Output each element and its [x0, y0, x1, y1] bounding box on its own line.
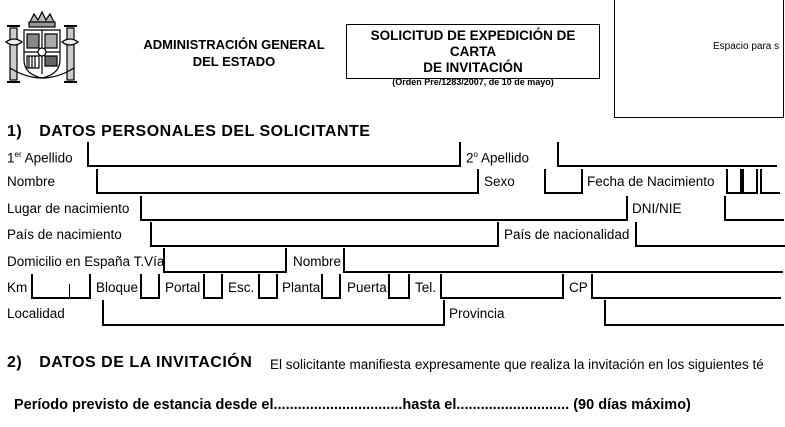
field-bloque[interactable] — [140, 274, 160, 299]
form-title-line-2: DE INVITACIÓN — [423, 60, 523, 75]
section-1-heading — [7, 123, 370, 141]
field-codigo-postal[interactable] — [591, 274, 781, 299]
label-apellido-2: 2$^o$ Apellido — [466, 150, 530, 166]
section-2-intro: El solicitante manifiesta expresamente que realiza la invitación en los siguientes té — [270, 357, 764, 372]
field-apellido-1[interactable] — [87, 142, 461, 167]
field-dni-nie[interactable] — [724, 196, 784, 221]
label-pais-nacionalidad: País de nacionalidad — [504, 227, 630, 242]
label-sexo: Sexo — [484, 174, 515, 189]
label-fecha-nacimiento: Fecha de Nacimiento — [587, 174, 715, 189]
label-planta: Planta — [282, 280, 321, 295]
field-apellido-2[interactable] — [557, 142, 777, 167]
field-lugar-nacimiento[interactable] — [140, 196, 628, 221]
authority-line-2: DEL ESTADO — [192, 54, 276, 69]
field-puerta[interactable] — [388, 274, 410, 299]
label-dni-nie: DNI/NIE — [632, 201, 682, 216]
label-portal: Portal — [165, 280, 201, 295]
section-1-number: 1) — [7, 123, 23, 140]
stay-period-line: Período previsto de estancia desde el................................hasta el............................ (90 días máximo) — [14, 397, 691, 413]
label-bloque: Bloque — [96, 280, 139, 295]
field-telefono[interactable] — [440, 274, 564, 299]
field-nombre[interactable] — [96, 169, 479, 194]
section-2-heading — [7, 354, 252, 372]
label-provincia: Provincia — [449, 306, 505, 321]
coat-of-arms-logo — [4, 8, 80, 92]
field-localidad[interactable] — [102, 300, 445, 326]
label-lugar-nacimiento: Lugar de nacimiento — [7, 201, 130, 216]
field-km[interactable] — [31, 274, 91, 299]
official-use-box — [614, 0, 784, 118]
label-puerta: Puerta — [347, 280, 387, 295]
label-nombre-via: Nombre — [293, 254, 342, 269]
form-title-box — [346, 24, 600, 87]
label-nombre: Nombre — [7, 174, 56, 189]
form-order-reference: (Orden Pre/1283/2007, de 10 de mayo) — [392, 77, 554, 87]
label-pais-nacimiento: País de nacimiento — [7, 227, 122, 242]
official-use-label: Espacio para s — [713, 41, 780, 52]
label-escalera: Esc. — [228, 280, 255, 295]
label-cp: CP — [569, 280, 588, 295]
field-provincia[interactable] — [604, 300, 784, 326]
field-pais-nacionalidad[interactable] — [635, 222, 785, 247]
issuing-authority — [120, 36, 348, 70]
label-km: Km — [7, 280, 28, 295]
section-1-title: DATOS PERSONALES DEL SOLICITANTE — [39, 123, 371, 140]
field-nombre-via[interactable] — [343, 248, 783, 273]
field-fecha-dia-1[interactable] — [726, 169, 742, 194]
km-divider — [69, 284, 70, 298]
section-2-title: DATOS DE LA INVITACIÓN — [39, 354, 253, 371]
authority-line-1: ADMINISTRACIÓN GENERAL — [143, 37, 325, 52]
label-domicilio-tipo-via: Domicilio en España T.Vía — [7, 254, 165, 269]
field-pais-nacimiento[interactable] — [150, 222, 499, 247]
field-portal[interactable] — [203, 274, 223, 299]
label-tel: Tel. — [415, 280, 437, 295]
label-localidad: Localidad — [7, 306, 65, 321]
field-fecha-mes[interactable] — [760, 169, 780, 194]
field-planta[interactable] — [321, 274, 341, 299]
field-fecha-dia-2[interactable] — [742, 169, 758, 194]
label-apellido-1: 1er Apellido — [7, 150, 73, 166]
field-tipo-via[interactable] — [163, 248, 287, 273]
field-escalera[interactable] — [258, 274, 278, 299]
form-title-line-1: SOLICITUD DE EXPEDICIÓN DE CARTA — [370, 28, 576, 59]
section-2-number: 2) — [7, 354, 23, 371]
field-sexo[interactable] — [544, 169, 583, 194]
